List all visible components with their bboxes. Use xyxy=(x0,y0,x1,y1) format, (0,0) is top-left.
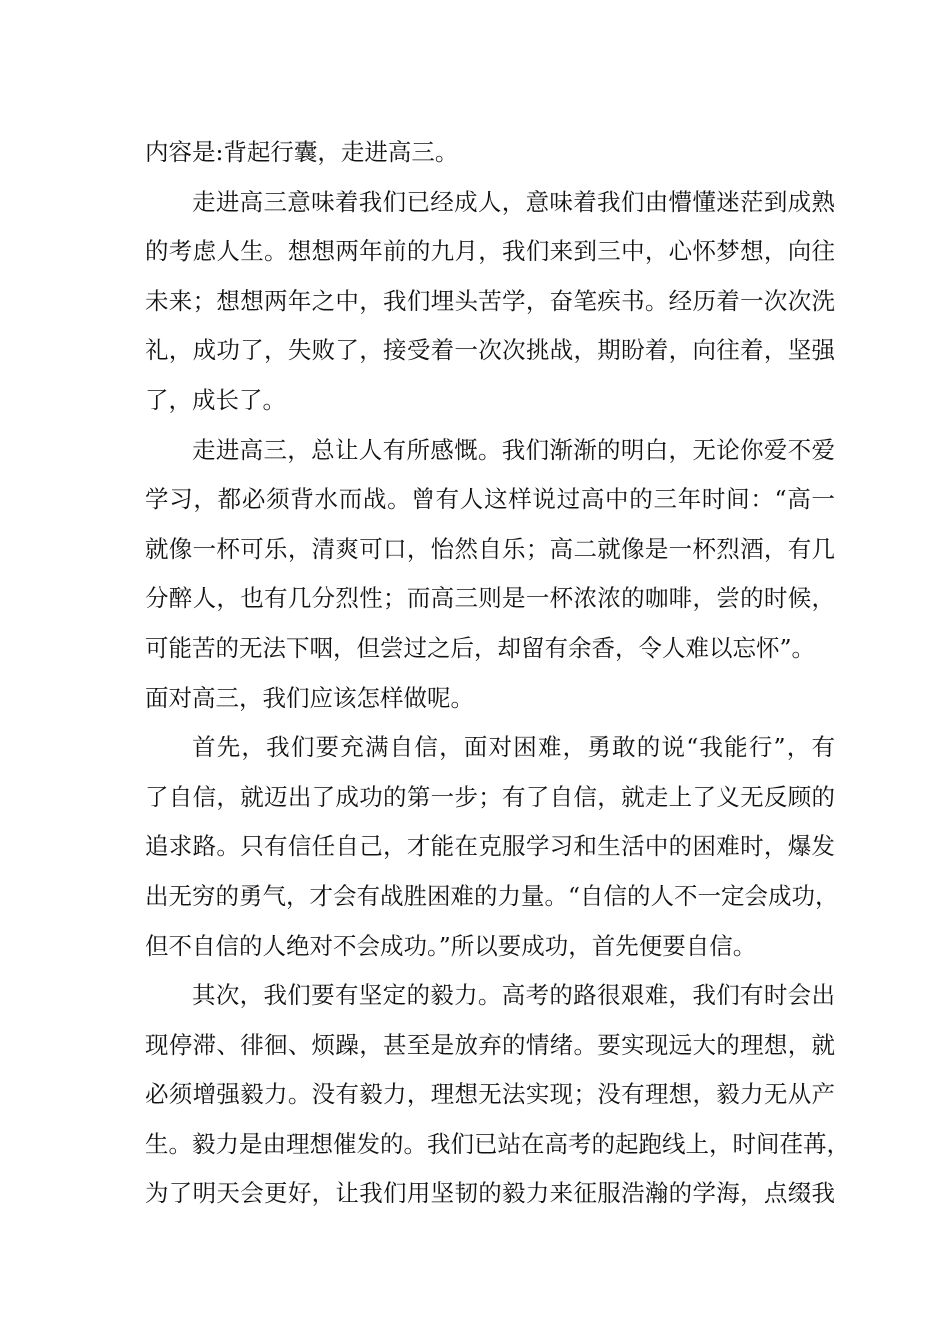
text-line: 生。毅力是由理想催发的。我们已站在高考的起跑线上，时间荏苒， xyxy=(145,1129,850,1158)
text-line: 未来；想想两年之中，我们埋头苦学，奋笔疾书。经历着一次次洗 xyxy=(145,286,835,315)
text-line: 出无穷的勇气，才会有战胜困难的力量。“自信的人不一定会成功， xyxy=(145,881,839,910)
text-line: 了自信，就迈出了成功的第一步；有了自信，就走上了义无反顾的 xyxy=(145,782,835,811)
paragraph-first-line: 走进高三意味着我们已经成人，意味着我们由懵懂迷茫到成熟 xyxy=(192,187,835,216)
paragraph-first-line: 走进高三，总让人有所感慨。我们渐渐的明白，无论你爱不爱 xyxy=(192,435,835,464)
text-line: 必须增强毅力。没有毅力，理想无法实现；没有理想，毅力无从产 xyxy=(145,1080,835,1109)
text-line: 就像一杯可乐，清爽可口，怡然自乐；高二就像是一杯烈酒，有几 xyxy=(145,534,835,563)
text-line: 现停滞、徘徊、烦躁，甚至是放弃的情绪。要实现远大的理想，就 xyxy=(145,1030,835,1059)
paragraph-first-line: 首先，我们要充满自信，面对困难，勇敢的说“我能行”，有 xyxy=(192,733,835,762)
text-line: 分醉人，也有几分烈性；而高三则是一杯浓浓的咖啡，尝的时候， xyxy=(145,584,835,613)
text-line: 追求路。只有信任自己，才能在克服学习和生活中的困难时，爆发 xyxy=(145,832,835,861)
paragraph-first-line: 其次，我们要有坚定的毅力。高考的路很艰难，我们有时会出 xyxy=(192,981,835,1010)
text-line: 学习，都必须背水而战。曾有人这样说过高中的三年时间：“高一 xyxy=(145,485,835,514)
text-line: 为了明天会更好，让我们用坚韧的毅力来征服浩瀚的学海，点缀我 xyxy=(145,1179,835,1208)
text-line: 内容是:背起行囊，走进高三。 xyxy=(145,138,459,166)
text-line: 可能苦的无法下咽，但尝过之后，却留有余香，令人难以忘怀”。 xyxy=(145,633,816,662)
document-body xyxy=(145,128,850,1219)
text-line: 面对高三，我们应该怎样做呢。 xyxy=(145,683,474,712)
text-line: 了，成长了。 xyxy=(145,385,286,414)
text-line: 的考虑人生。想想两年前的九月，我们来到三中，心怀梦想，向往 xyxy=(145,237,835,266)
text-line: 但不自信的人绝对不会成功。”所以要成功，首先便要自信。 xyxy=(145,931,757,960)
text-line: 礼，成功了，失败了，接受着一次次挑战，期盼着，向往着，坚强 xyxy=(145,336,835,365)
